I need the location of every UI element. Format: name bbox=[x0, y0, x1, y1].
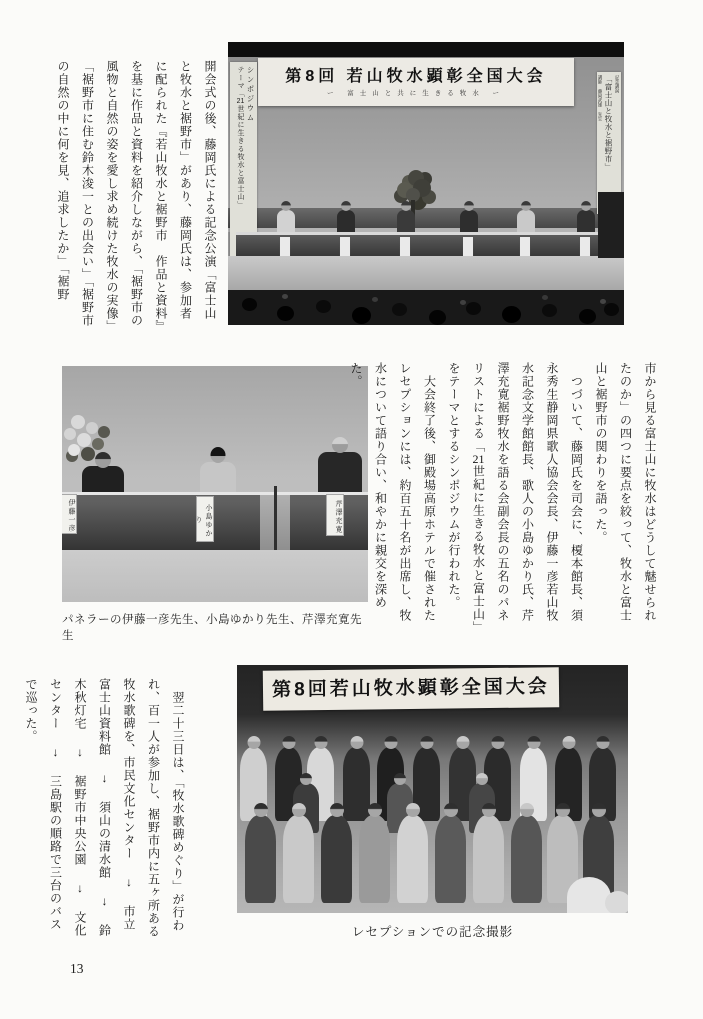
stage-banner-subtitle: ー 富士山と共に生きる牧水 ー bbox=[326, 90, 506, 97]
stage-floor bbox=[228, 256, 624, 290]
reception-group-photo bbox=[237, 665, 628, 913]
lecture-sign-speaker: 講師 藤岡武雄 先生 bbox=[598, 75, 603, 121]
person-head bbox=[300, 773, 312, 785]
reception-banner: 第8回若山牧水顕彰全国大会 bbox=[263, 667, 559, 711]
middle-paragraph: 大会終了後、御殿場高原ホテルで催されたレセプションには、約百五十名が出席し、牧水について語り合い、和やかに親交を深めた。 bbox=[349, 362, 437, 622]
person-head bbox=[247, 736, 260, 749]
person-head bbox=[384, 736, 397, 749]
person-head bbox=[420, 736, 433, 749]
person-head bbox=[556, 803, 570, 817]
person-head bbox=[368, 803, 382, 817]
person-head bbox=[520, 803, 534, 817]
person-head bbox=[330, 803, 344, 817]
middle-paragraph: つづいて、藤岡氏を司会に、榎本館長、須永秀生静岡県歌人協会会長、伊藤一彦若山牧水記念文学館館長、歌人の小島ゆかり氏、芹澤充寛裾野牧水を語る会副会長の五名のパネリストによる「21世紀に生きる牧水と富士山」をテーマとするシンポジウムが行われた。 bbox=[447, 362, 584, 628]
person-figure bbox=[343, 747, 370, 821]
person-figure bbox=[435, 815, 466, 903]
audience-silhouettes bbox=[228, 290, 624, 325]
reception-photo-caption: レセプションでの記念撮影 bbox=[351, 925, 514, 939]
mic-stand bbox=[274, 486, 277, 550]
symposium-sign-line2: テーマ「21世紀に生きる牧水と富士山」 bbox=[236, 66, 245, 209]
person-head bbox=[596, 736, 609, 749]
person-figure bbox=[473, 815, 504, 903]
panelists-photo-caption: パネラーの伊藤一彦先生、小島ゆかり先生、芹澤充寛先生 bbox=[62, 614, 362, 642]
person-head bbox=[527, 736, 540, 749]
person-head bbox=[211, 447, 226, 463]
name-placard: 伊藤一彦 bbox=[62, 494, 77, 534]
person-head bbox=[292, 803, 306, 817]
panelists-photo bbox=[62, 366, 368, 602]
name-placard: 芹澤充寛 bbox=[326, 494, 344, 536]
person-head bbox=[562, 736, 575, 749]
photo-dark-edge bbox=[228, 42, 624, 57]
flower-arrangement bbox=[406, 188, 420, 202]
person-head bbox=[456, 736, 469, 749]
stage-banner-title: 第8回 若山牧水顕彰全国大会 bbox=[285, 68, 547, 85]
lecture-sign-header: 記念講演 bbox=[615, 75, 620, 93]
person-head bbox=[95, 452, 111, 468]
person-head bbox=[491, 736, 504, 749]
chair-silhouette bbox=[567, 877, 611, 913]
page-number: 13 bbox=[70, 961, 84, 976]
flower-arrangement bbox=[68, 444, 80, 456]
chair-silhouette bbox=[605, 891, 628, 913]
person-figure bbox=[321, 815, 352, 903]
person-head bbox=[592, 803, 606, 817]
top-body-text bbox=[50, 60, 222, 330]
symposium-sign-line1: シンポジウム bbox=[246, 66, 255, 123]
person-head bbox=[282, 736, 295, 749]
person-figure bbox=[511, 815, 542, 903]
panel-table bbox=[236, 232, 616, 256]
symposium-stage-photo bbox=[228, 42, 624, 325]
person-head bbox=[394, 773, 406, 785]
top-paragraph: 開会式の後、藤岡氏による記念公演「富士山と牧水と裾野市」があり、藤岡氏は、参加者に配られた『若山牧水と裾野市 作品と資料』を基に作品と資料を紹介しながら、「裾野市の風物と自然の姿を愛し求め続けた牧水の実像」「裾野市に住む鈴木浚一との出会い」「裾野市の自然の中に何を見、追求したか」「裾野 bbox=[56, 60, 217, 327]
person-figure bbox=[397, 815, 428, 903]
stage-banner bbox=[258, 58, 574, 106]
lecture-sign-title: 「富士山と牧水と裾野市」 bbox=[604, 75, 613, 171]
stage-floor bbox=[62, 550, 368, 602]
middle-paragraph: 市から見る富士山に牧水はどうして魅せられたのか」の四つに要点を絞って、牧水と富士山と裾野市の関わりを語った。 bbox=[594, 362, 657, 622]
person-figure bbox=[245, 815, 276, 903]
bottom-paragraph: 翌二十三日は、「牧水歌碑めぐり」が行われ、百一人が参加し、裾野市内に五ヶ所ある牧水歌碑を、市民文化センター ↓ 市立富士山資料館 ↓ 須山の清水館 ↓ 鈴木秋灯宅 ↓ 裾野市中央公園 ↓ 文化センター ↓ 三島駅の順路で三台のバスで巡った。 bbox=[24, 678, 185, 938]
person-head bbox=[476, 773, 488, 785]
person-head bbox=[482, 803, 496, 817]
panel-table bbox=[62, 492, 368, 550]
person-figure bbox=[359, 815, 390, 903]
person-head bbox=[314, 736, 327, 749]
person-head bbox=[350, 736, 363, 749]
person-figure bbox=[283, 815, 314, 903]
middle-body-text bbox=[349, 362, 662, 628]
person-head bbox=[406, 803, 420, 817]
person-head bbox=[444, 803, 458, 817]
bottom-body-text bbox=[24, 678, 190, 940]
name-placard: 小島ゆかり bbox=[196, 496, 214, 542]
person-head bbox=[254, 803, 268, 817]
lectern-silhouette bbox=[598, 192, 624, 258]
